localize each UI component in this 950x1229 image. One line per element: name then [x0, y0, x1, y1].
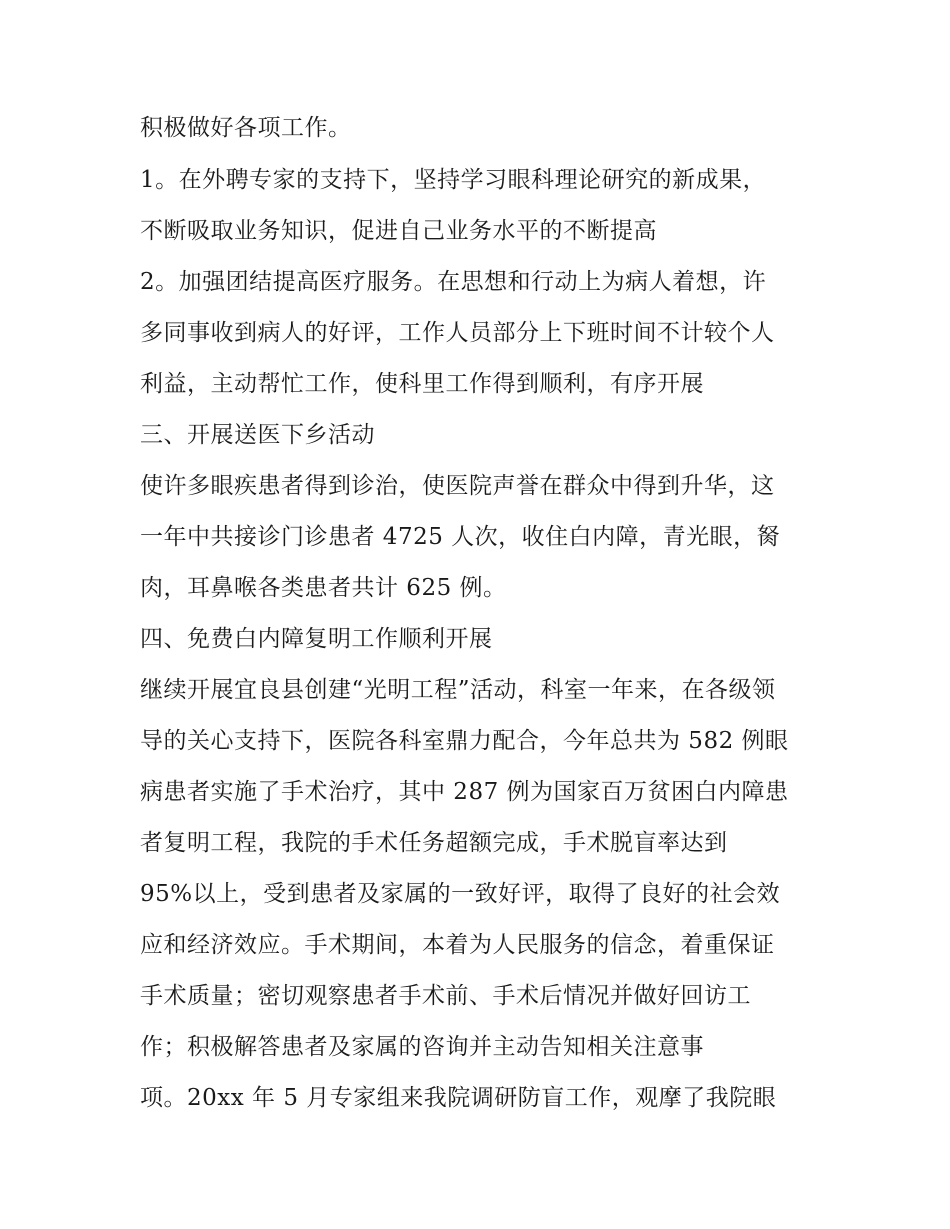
- text-line: 作；积极解答患者及家属的咨询并主动告知相关注意事: [140, 1034, 704, 1060]
- section-heading: 四、免费白内障复明工作顺利开展: [140, 626, 493, 652]
- text-line: 继续开展宜良县创建“光明工程”活动，科室一年来，在各级领: [140, 677, 776, 703]
- text-line: 肉，耳鼻喉各类患者共计 625 例。: [140, 575, 507, 601]
- text-line: 病患者实施了手术治疗，其中 287 例为国家百万贫困白内障患: [140, 779, 789, 805]
- text-line: 1。在外聘专家的支持下，坚持学习眼科理论研究的新成果，: [140, 167, 767, 193]
- text-line: 项。20xx 年 5 月专家组来我院调研防盲工作，观摩了我院眼: [140, 1085, 777, 1111]
- text-line: 一年中共接诊门诊患者 4725 人次，收住白内障，青光眼，胬: [140, 524, 781, 550]
- text-line: 积极做好各项工作。: [140, 115, 352, 141]
- text-line: 95%以上，受到患者及家属的一致好评，取得了良好的社会效: [140, 881, 781, 907]
- text-line: 导的关心支持下，医院各科室鼎力配合，今年总共为 582 例眼: [140, 728, 789, 754]
- section-heading: 三、开展送医下乡活动: [140, 422, 375, 448]
- text-line: 手术质量；密切观察患者手术前、手术后情况并做好回访工: [140, 983, 751, 1009]
- text-line: 利益，主动帮忙工作，使科里工作得到顺利，有序开展: [140, 371, 704, 397]
- text-line: 应和经济效应。手术期间，本着为人民服务的信念，着重保证: [140, 932, 775, 958]
- text-line: 使许多眼疾患者得到诊治，使医院声誉在群众中得到升华，这: [140, 473, 775, 499]
- text-line: 2。加强团结提高医疗服务。在思想和行动上为病人着想，许: [140, 269, 767, 295]
- text-line: 不断吸取业务知识，促进自己业务水平的不断提高: [140, 218, 657, 244]
- text-line: 者复明工程，我院的手术任务超额完成，手术脱盲率达到: [140, 830, 728, 856]
- text-line: 多同事收到病人的好评，工作人员部分上下班时间不计较个人: [140, 320, 775, 346]
